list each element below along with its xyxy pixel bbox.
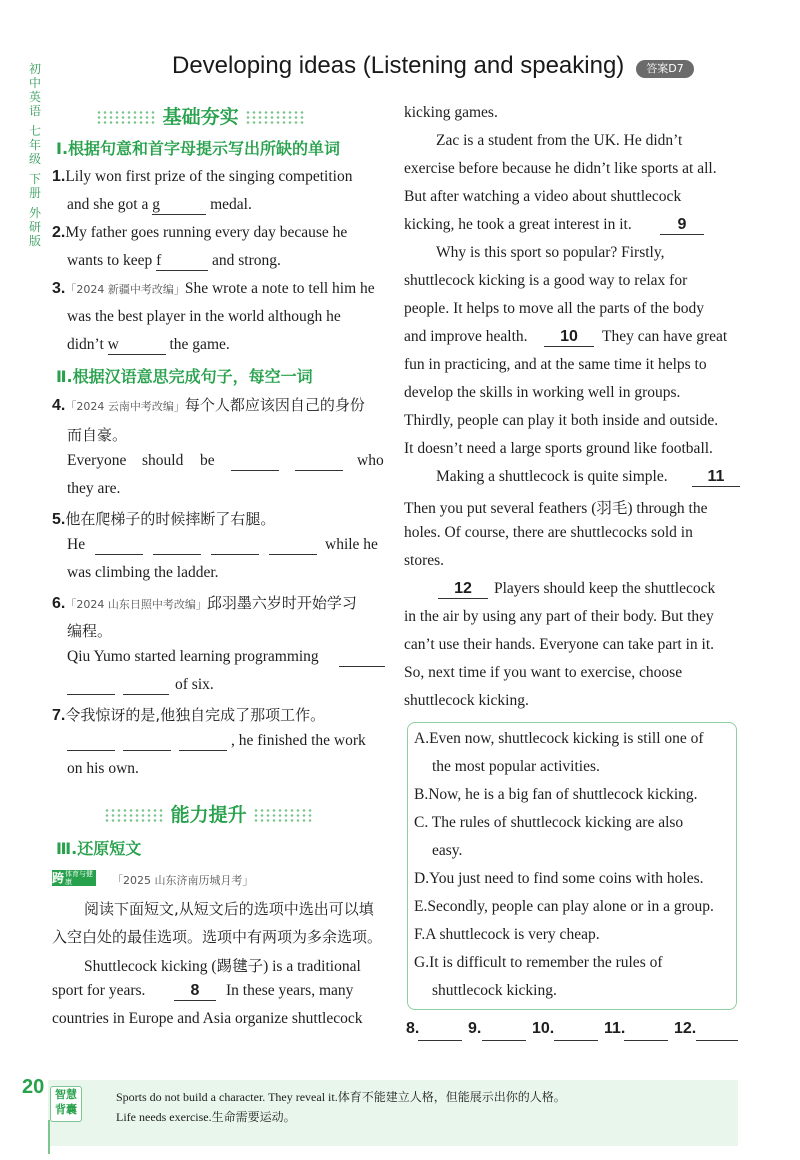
passage-right-line <box>404 328 738 346</box>
cross-badge-sub: 体育与健康 <box>65 870 94 886</box>
answer-blank-10[interactable] <box>554 1024 598 1041</box>
option-d: D.You just need to find some coins with holes. <box>414 870 704 887</box>
dots-decoration <box>104 808 164 824</box>
passage-right-line: shuttlecock kicking. <box>404 692 529 709</box>
option-a-cont: the most popular activities. <box>432 758 600 775</box>
text: In these years, many <box>226 982 354 999</box>
text: while he <box>325 536 378 553</box>
question-4 <box>52 394 365 415</box>
question-3-line2: was the best player in the world although he <box>67 308 341 325</box>
answer-blank[interactable] <box>269 540 317 555</box>
passage-right-line: So, next time if you want to exercise, choose <box>404 664 683 681</box>
question-number: 6. <box>52 595 66 612</box>
dots-decoration <box>245 110 305 126</box>
question-5 <box>52 508 275 529</box>
question-4-en1 <box>67 452 385 470</box>
sidebar-term: 七年级 <box>28 124 41 166</box>
blank-10[interactable]: 10 <box>544 328 594 347</box>
answer-blank[interactable] <box>179 736 227 751</box>
banner-text: 基础夯实 <box>162 106 239 128</box>
passage-left-line3: countries in Europe and Asia organize shuttlecock <box>52 1010 363 1027</box>
passage-right-line: exercise before because he didn’t like sports at all. <box>404 160 717 177</box>
sidebar-book-info <box>24 62 46 254</box>
chinese-prompt: 邱羽墨六岁时开始学习 <box>206 594 357 612</box>
option-b: B.Now, he is a big fan of shuttlecock kicking. <box>414 786 698 803</box>
answer-blank[interactable] <box>211 540 259 555</box>
cross-subject-badge <box>52 870 96 886</box>
cross-badge-char: 跨 <box>52 871 65 885</box>
question-4-cn2: 而自豪。 <box>67 426 128 444</box>
passage-right-line: kicking games. <box>404 104 498 121</box>
passage-left-line2 <box>52 982 386 1000</box>
answer-blank[interactable] <box>123 736 171 751</box>
answer-blank[interactable] <box>295 456 343 471</box>
section3-heading: Ⅲ.还原短文 <box>56 839 142 858</box>
passage-right-line: holes. Of course, there are shuttlecocks sold in <box>404 524 693 541</box>
chinese-prompt: 每个人都应该因自己的身份 <box>184 396 365 414</box>
text: , he finished the work <box>231 732 366 749</box>
passage-right-line: people. It helps to move all the parts of the body <box>404 300 705 317</box>
passage-right-line: But after watching a video about shuttlecock <box>404 188 682 205</box>
source-tag: 「2024 新疆中考改编」 <box>65 283 185 296</box>
text: and strong. <box>208 252 281 269</box>
text: and improve health. <box>404 328 528 345</box>
banner-text: 能力提升 <box>170 804 247 826</box>
page-number: 20 <box>22 1076 45 1098</box>
option-c: C. The rules of shuttlecock kicking are also <box>414 814 684 831</box>
answer-blank[interactable] <box>67 680 115 695</box>
passage-right-line: Why is this sport so popular? Firstly, <box>436 244 665 261</box>
question-4-en2: they are. <box>67 480 121 497</box>
question-number: 2. <box>52 224 66 241</box>
text: kicking, he took a great interest in it. <box>404 216 632 233</box>
answer-blank-12[interactable] <box>696 1024 738 1041</box>
footer-rule <box>48 1120 50 1154</box>
answer-badge: 答案D7 <box>636 60 694 78</box>
text: medal. <box>206 196 252 213</box>
dots-decoration <box>253 808 313 824</box>
text: Qiu Yumo started learning programming <box>67 648 319 665</box>
option-g: G.It is difficult to remember the rules of <box>414 954 663 971</box>
answer-blank-8[interactable] <box>418 1024 462 1041</box>
section1-heading: Ⅰ.根据句意和首字母提示写出所缺的单词 <box>56 139 341 158</box>
hint-letter: f <box>156 252 162 269</box>
passage-right-line: Thirdly, people can play it both inside and outside. <box>404 412 719 429</box>
passage-right-line: It doesn’t need a large sports ground like football. <box>404 440 713 457</box>
option-g-cont: shuttlecock kicking. <box>432 982 557 999</box>
answer-label: 12. <box>674 1020 697 1037</box>
answer-blank[interactable] <box>231 456 279 471</box>
question-7-en2: on his own. <box>67 760 139 777</box>
question-1-line2 <box>67 196 252 215</box>
answer-blank-11[interactable] <box>624 1024 668 1041</box>
question-text: My father goes running every day because he <box>65 224 348 241</box>
question-number: 3. <box>52 280 66 297</box>
text: be <box>200 452 215 469</box>
answer-blank[interactable] <box>153 540 201 555</box>
answer-blank[interactable] <box>108 336 166 355</box>
answer-label: 9. <box>468 1020 482 1037</box>
hint-letter: w <box>107 336 119 353</box>
footer-quote-1: Sports do not build a character. They reveal it.体育不能建立人格，但能展示出你的人格。 <box>116 1090 566 1104</box>
text: and she got a <box>67 196 153 213</box>
question-1 <box>52 168 386 186</box>
passage-right-line: in the air by using any part of their body. But they <box>404 608 714 625</box>
sidebar-edition: 外研版 <box>28 206 41 248</box>
option-a: A.Even now, shuttlecock kicking is still one of <box>414 730 704 747</box>
text: didn’t <box>67 336 108 353</box>
passage-right-line <box>404 216 738 234</box>
text: They can have great <box>602 328 728 345</box>
text: Everyone <box>67 452 127 469</box>
hint-letter: g <box>152 196 160 213</box>
answer-label: 10. <box>532 1020 555 1037</box>
passage-right-line <box>436 468 738 486</box>
text: wants to keep <box>67 252 157 269</box>
answer-blank[interactable] <box>123 680 169 695</box>
passage-right-line: develop the skills in working well in groups. <box>404 384 681 401</box>
blank-11[interactable]: 11 <box>692 468 740 487</box>
answer-blank[interactable] <box>156 252 208 271</box>
question-number: 4. <box>52 397 66 414</box>
source-tag: 「2024 山东日照中考改编」 <box>65 598 207 611</box>
question-3-line3 <box>67 336 230 355</box>
answer-blank[interactable] <box>339 652 385 667</box>
passage-left-line1: Shuttlecock kicking (踢毽子) is a traditional <box>84 958 361 975</box>
answer-label: 11. <box>604 1020 626 1037</box>
passage-right-line: stores. <box>404 552 445 569</box>
question-6-cn2: 编程。 <box>67 622 113 640</box>
source-tag: 「2024 云南中考改编」 <box>65 400 185 413</box>
question-number: 7. <box>52 707 66 724</box>
text: sport for years. <box>52 982 146 999</box>
question-5-en1 <box>67 536 385 554</box>
text: He <box>67 536 86 553</box>
passage-right-line: shuttlecock kicking is a good way to relax for <box>404 272 688 289</box>
section-banner-advanced <box>104 800 313 827</box>
question-number: 1. <box>52 168 66 185</box>
text: the game. <box>165 336 230 353</box>
instruction-line2: 入空白处的最佳选项。选项中有两项为多余选项。 <box>52 928 383 946</box>
blank-8[interactable]: 8 <box>174 982 216 1001</box>
option-e: E.Secondly, people can play alone or in a group. <box>414 898 714 915</box>
option-f: F.A shuttlecock is very cheap. <box>414 926 600 943</box>
passage-right-line: Then you put several feathers (羽毛) through the <box>404 500 708 517</box>
question-2-line2 <box>67 252 281 271</box>
question-6-en1 <box>67 648 385 666</box>
passage-right-line: Zac is a student from the UK. He didn’t <box>436 132 683 149</box>
text: Making a shuttlecock is quite simple. <box>436 468 668 485</box>
section2-heading: Ⅱ.根据汉语意思完成句子，每空一词 <box>56 367 313 386</box>
question-3 <box>52 280 375 298</box>
text: should <box>142 452 184 469</box>
wisdom-badge: 智慧背囊 <box>50 1086 82 1122</box>
answer-blank-9[interactable] <box>482 1024 526 1041</box>
text: Players should keep the shuttlecock <box>494 580 716 597</box>
dots-decoration <box>96 110 156 126</box>
answer-blank[interactable] <box>67 736 115 751</box>
question-5-en2: was climbing the ladder. <box>67 564 219 581</box>
option-c-cont: easy. <box>432 842 463 859</box>
section-banner-basic <box>96 102 305 129</box>
answer-blank[interactable] <box>152 196 206 215</box>
blank-9[interactable]: 9 <box>660 216 704 235</box>
text: of six. <box>175 676 214 693</box>
sidebar-grade: 初中英语 <box>28 62 41 118</box>
question-2 <box>52 224 347 242</box>
answer-blank[interactable] <box>95 540 143 555</box>
page-title: Developing ideas (Listening and speaking) <box>172 52 625 79</box>
text: who <box>357 452 384 469</box>
instruction-line1: 阅读下面短文,从短文后的选项中选出可以填 <box>84 900 374 918</box>
question-text: Lily won first prize of the singing competition <box>65 168 353 185</box>
chinese-prompt: 他在爬梯子的时候摔断了右腿。 <box>65 510 276 528</box>
answer-label: 8. <box>406 1020 420 1037</box>
question-6 <box>52 592 357 613</box>
passage-right-line: can’t use their hands. Everyone can take part in it. <box>404 636 715 653</box>
blank-12[interactable]: 12 <box>438 580 488 599</box>
footer-quote-2: Life needs exercise.生命需要运动。 <box>116 1110 296 1124</box>
chinese-prompt: 令我惊讶的是,他独自完成了那项工作。 <box>65 706 326 724</box>
passage-right-line: fun in practicing, and at the same time it helps to <box>404 356 707 373</box>
sidebar-vol: 下册 <box>28 172 41 200</box>
source-tag: 「2025 山东济南历城月考」 <box>112 874 254 887</box>
question-7 <box>52 704 325 725</box>
question-number: 5. <box>52 511 66 528</box>
question-text: She wrote a note to tell him he <box>184 280 375 297</box>
